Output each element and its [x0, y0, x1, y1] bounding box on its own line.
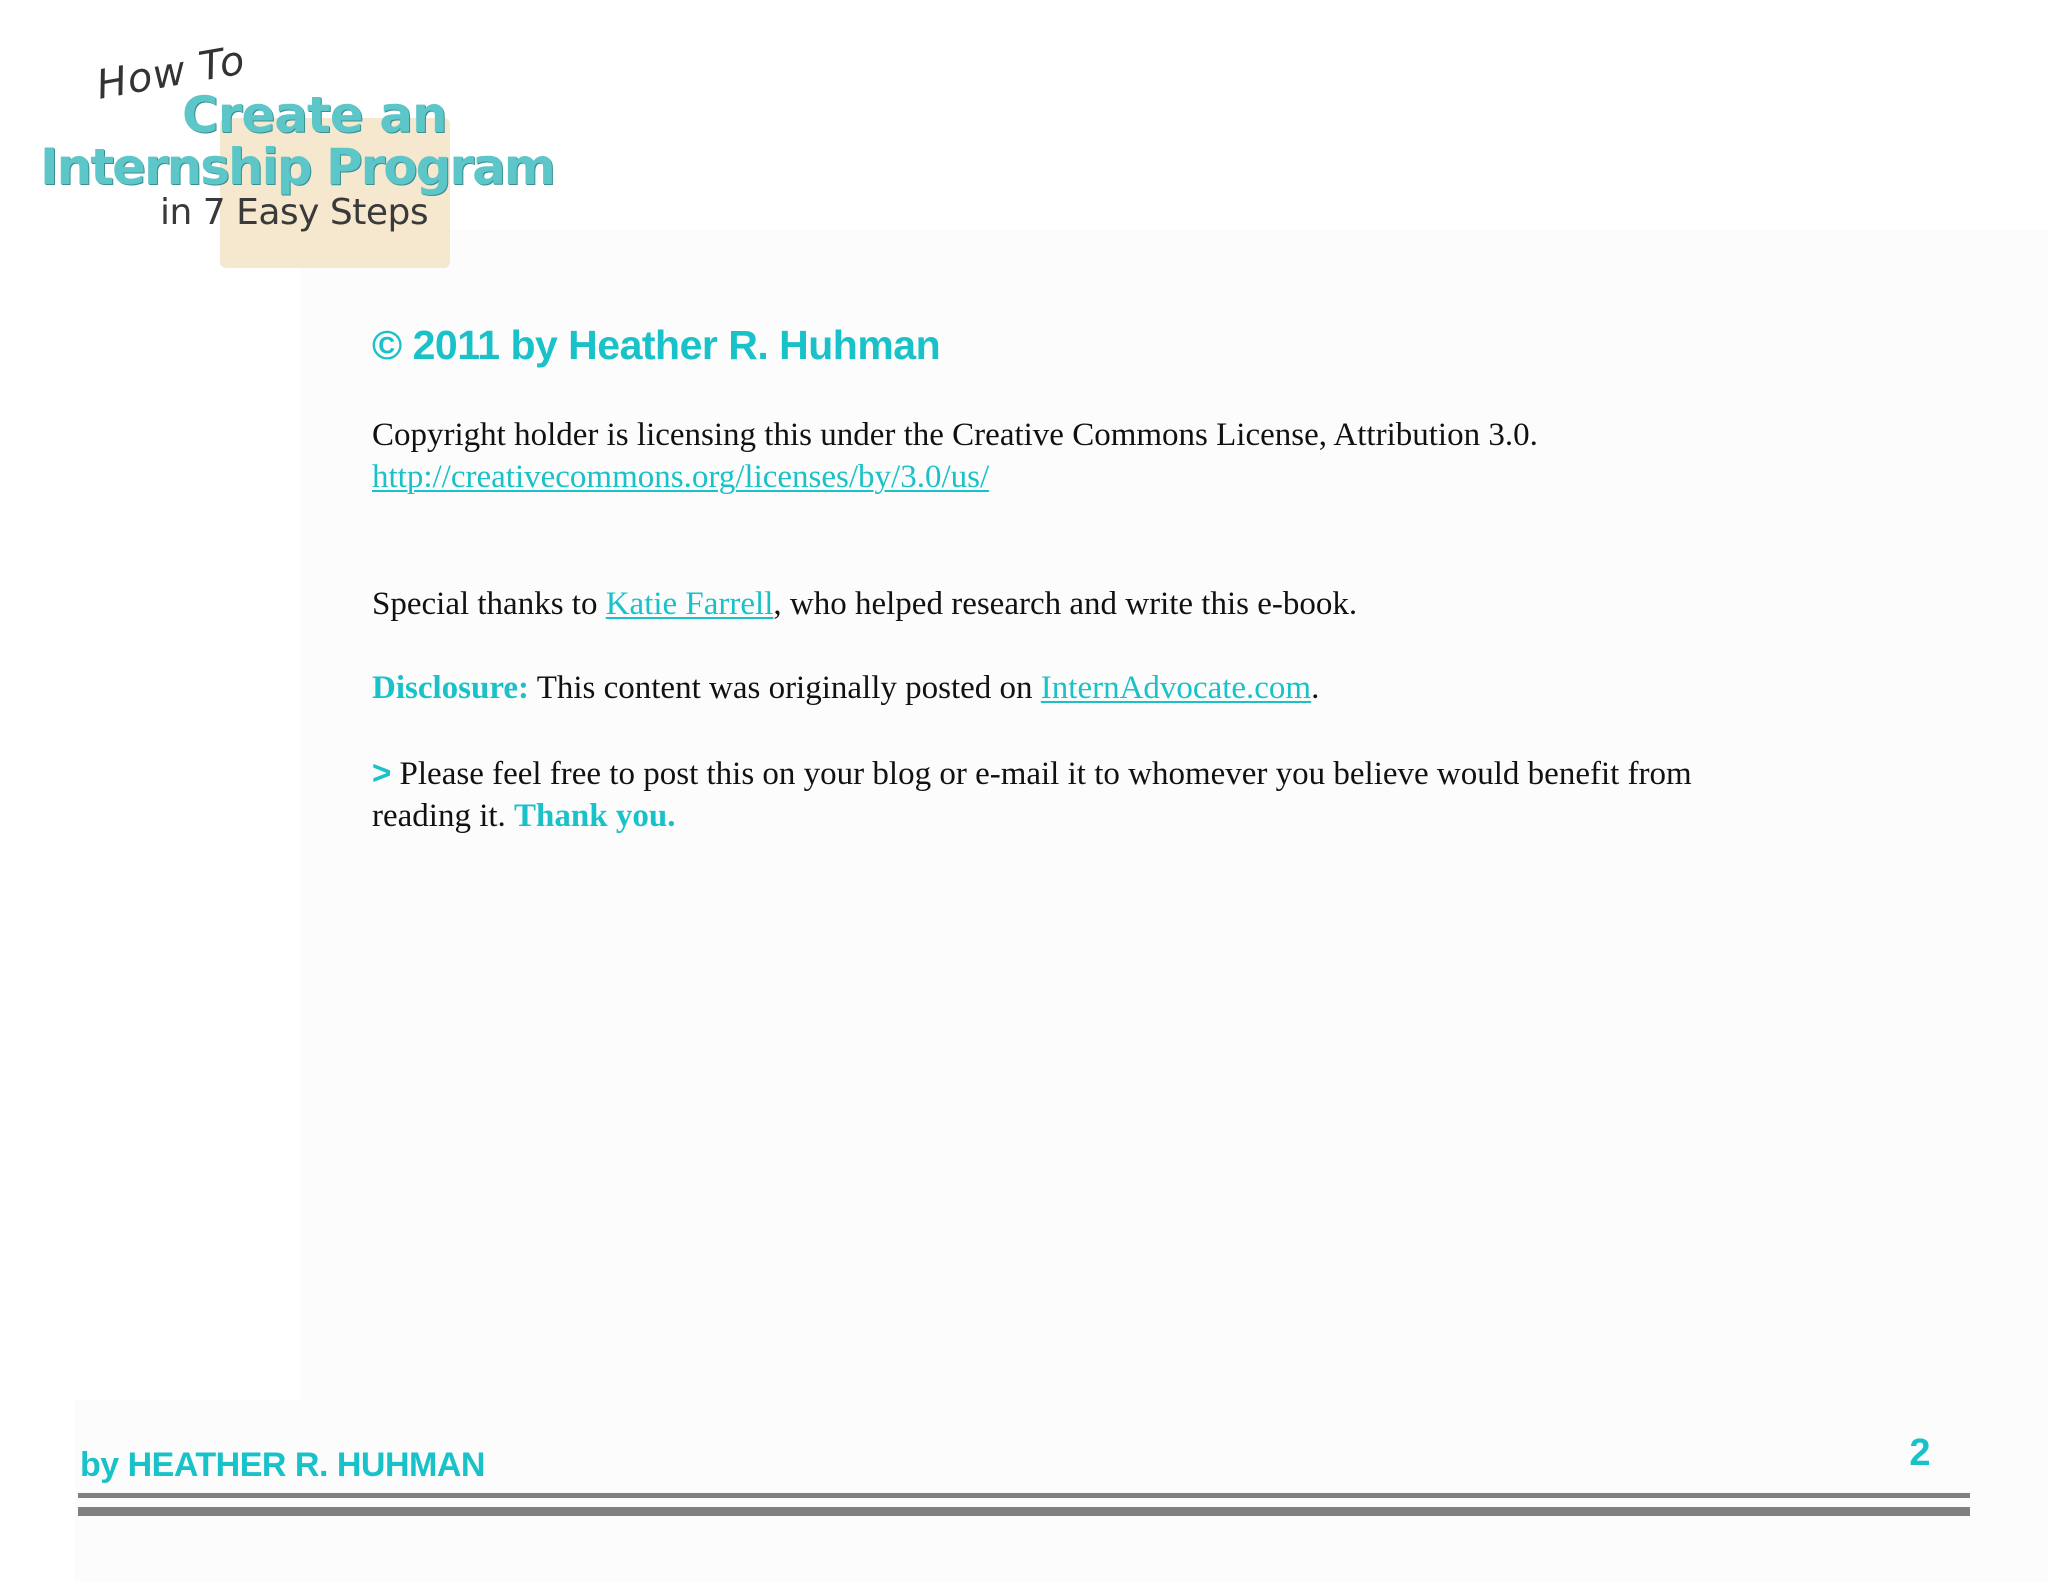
disclosure-paragraph: [372, 667, 1692, 709]
logo-title-line2: Internship Program: [40, 138, 554, 196]
license-link[interactable]: http://creativecommons.org/licenses/by/3.0/us/: [372, 459, 990, 495]
disclosure-text: This content was originally posted on: [529, 670, 1041, 706]
share-paragraph: [372, 752, 1692, 837]
thanks-suffix: , who helped research and write this e-book.: [773, 586, 1358, 622]
page-number: 2: [1909, 1432, 1931, 1474]
copyright-heading: © 2011 by Heather R. Huhman: [372, 322, 941, 368]
license-paragraph: [372, 414, 1692, 498]
share-marker: >: [372, 754, 392, 791]
footer-author: by HEATHER R. HUHMAN: [80, 1446, 485, 1484]
license-text: Copyright holder is licensing this under the Creative Commons License, Attribution 3.0.: [372, 417, 1538, 453]
katie-farrell-link[interactable]: Katie Farrell: [605, 586, 774, 622]
thank-you-text: Thank you.: [514, 798, 676, 834]
page-background-bottom: [75, 1400, 2048, 1582]
share-text: Please feel free to post this on your blog or e-mail it to whomever you believe would benefit from reading it.: [372, 756, 1692, 834]
footer-rule-top: [78, 1493, 1970, 1498]
logo-how-to: How To: [93, 37, 249, 109]
internadvocate-link[interactable]: InternAdvocate.com: [1040, 670, 1312, 706]
logo-title-line3: in 7 Easy Steps: [160, 192, 429, 233]
thanks-paragraph: [372, 583, 1692, 625]
disclosure-period: .: [1311, 670, 1320, 706]
thanks-prefix: Special thanks to: [372, 586, 606, 622]
disclosure-label: Disclosure:: [372, 670, 530, 706]
footer-rule-bottom: [78, 1507, 1970, 1516]
logo-title-line1: Create an: [182, 86, 447, 144]
book-logo: [40, 36, 600, 242]
